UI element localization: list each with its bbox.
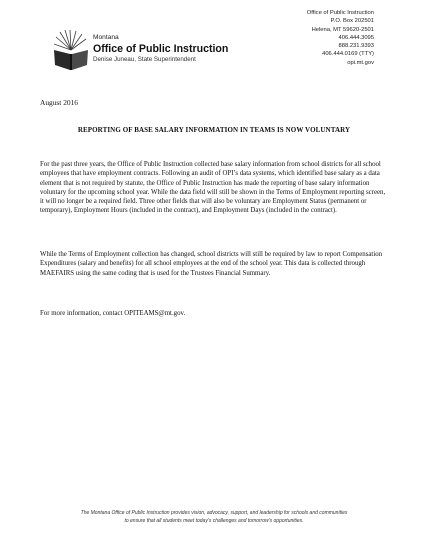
letterhead — [93, 34, 228, 64]
footer-line-1: The Montana Office of Public Instruction provides vision, advocacy, support, and leadership for schools and communities — [80, 510, 348, 516]
footer-line-2: to ensure that all students meet today’s challenges and tomorrow’s opportunities. — [124, 517, 304, 524]
paragraph-contact: For more information, contact OPITEAMS@mt.gov. — [40, 310, 186, 317]
address-website: opi.mt.gov — [347, 59, 374, 66]
paragraph-background: For the past three years, the Office of Public Instruction collected base salary information from school districts for all school employees that have employment contracts. Following an audit of OPI’s data systems, which identified base salary as a data element that is not required by statute, the Office of Public Instruction has made the reporting of base salary information voluntary for the upcoming school year. While the data field will still be shown in the Terms of Employment reporting screen, it will no longer be a required field. Three other fields that will also be voluntary are Employment Status (permanent or temporary), Employment Hours (included in the contract), and Employment Days (included in the contract). — [40, 161, 386, 215]
state-name: Montana — [93, 34, 119, 41]
address-city: Helena, MT 59620-2501 — [311, 26, 374, 33]
opi-book-logo-icon — [54, 30, 88, 70]
address-block — [307, 9, 374, 67]
letter-date: August 2016 — [40, 98, 78, 107]
footer-mission — [20, 510, 408, 525]
address-tty: 406.444.0169 (TTY) — [322, 51, 374, 58]
address-toll-free: 888.231.9393 — [338, 43, 374, 50]
superintendent-name: Denise Juneau, State Superintendent — [93, 56, 196, 63]
address-office: Office of Public Instruction — [306, 10, 374, 16]
address-po-box: P.O. Box 202501 — [330, 18, 374, 25]
address-phone: 406.444.3095 — [338, 34, 374, 41]
office-name: Office of Public Instruction — [93, 43, 229, 55]
paragraph-compensation: While the Terms of Employment collection has changed, school districts will still be required by law to report Compensation Expenditures (salary and benefits) for all school employees at the end of the school year. This data is collected through MAEFAIRS using the same coding that is used for the Trustees Financial Summary. — [40, 251, 383, 277]
letter-headline: REPORTING OF BASE SALARY INFORMATION IN TEAMS IS NOW VOLUNTARY — [77, 126, 351, 134]
